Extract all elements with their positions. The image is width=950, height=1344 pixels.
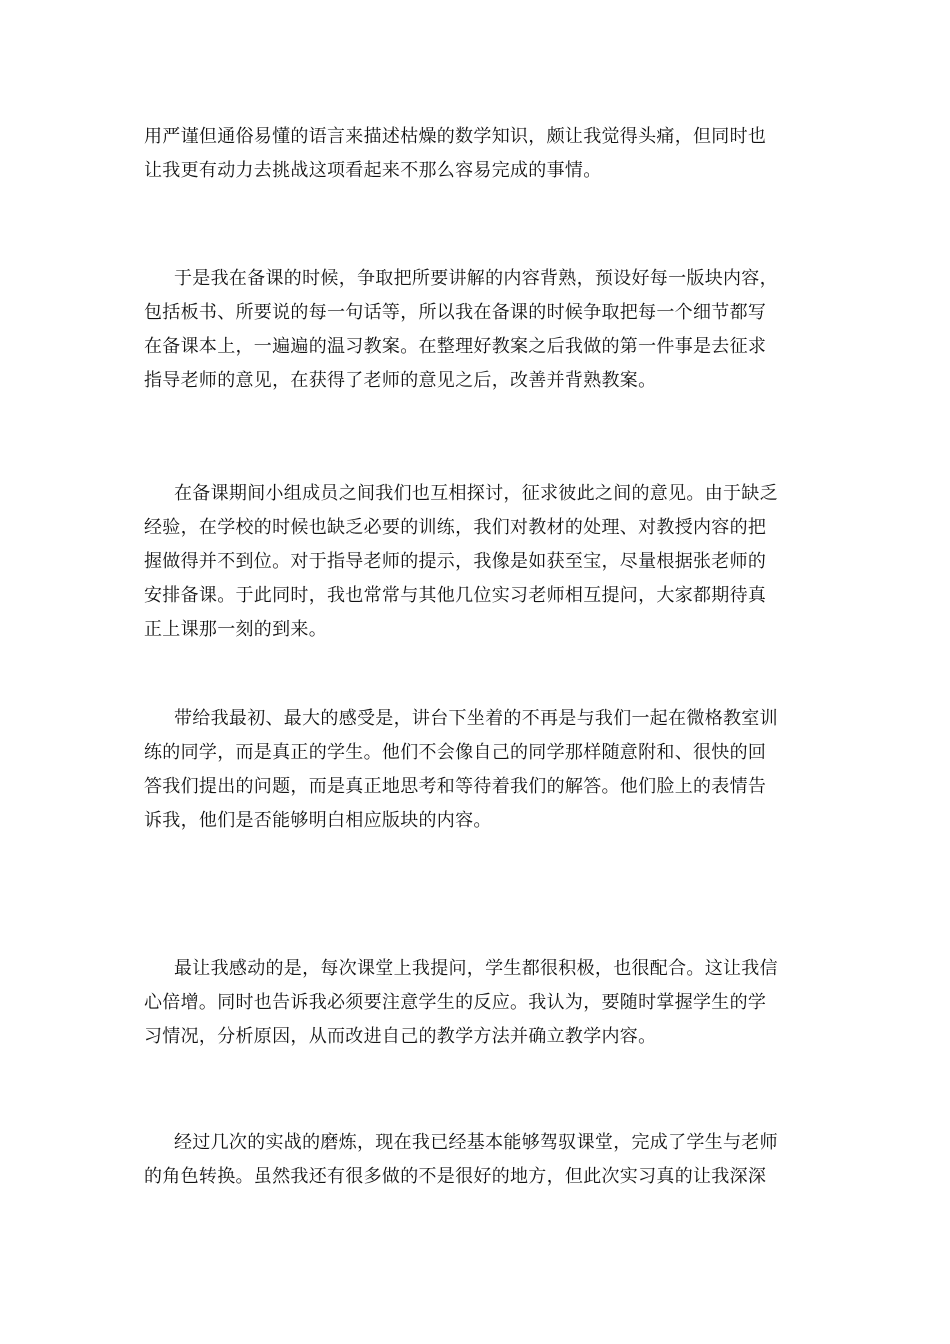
paragraph-line: 习情况，分析原因，从而改进自己的教学方法并确立教学内容。	[144, 1026, 657, 1047]
paragraph-line: 在备课期间小组成员之间我们也互相探讨，征求彼此之间的意见。由于缺乏	[174, 483, 778, 504]
paragraph-1	[144, 120, 804, 188]
paragraph-3	[144, 477, 804, 647]
paragraph-5	[144, 952, 804, 1054]
paragraph-line: 最让我感动的是，每次课堂上我提问，学生都很积极，也很配合。这让我信	[174, 958, 778, 979]
paragraph-line: 包括板书、所要说的每一句话等，所以我在备课的时候争取把每一个细节都写	[144, 302, 767, 323]
paragraph-line: 正上课那一刻的到来。	[144, 619, 327, 640]
paragraph-4	[144, 702, 804, 838]
paragraph-2	[144, 262, 804, 398]
paragraph-line: 的角色转换。虽然我还有很多做的不是很好的地方，但此次实习真的让我深深	[144, 1166, 767, 1187]
paragraph-line: 用严谨但通俗易懂的语言来描述枯燥的数学知识，颇让我觉得头痛，但同时也	[144, 126, 767, 147]
paragraph-line: 心倍增。同时也告诉我必须要注意学生的反应。我认为，要随时掌握学生的学	[144, 992, 767, 1013]
paragraph-line: 诉我，他们是否能够明白相应版块的内容。	[144, 810, 492, 831]
paragraph-line: 练的同学，而是真正的学生。他们不会像自己的同学那样随意附和、很快的回	[144, 742, 767, 763]
paragraph-line: 让我更有动力去挑战这项看起来不那么容易完成的事情。	[144, 160, 602, 181]
paragraph-line: 握做得并不到位。对于指导老师的提示，我像是如获至宝，尽量根据张老师的	[144, 551, 767, 572]
paragraph-line: 带给我最初、最大的感受是，讲台下坐着的不再是与我们一起在微格教室训	[174, 708, 778, 729]
paragraph-6	[144, 1126, 804, 1194]
paragraph-line: 在备课本上，一遍遍的温习教案。在整理好教案之后我做的第一件事是去征求	[144, 336, 767, 357]
paragraph-line: 安排备课。于此同时，我也常常与其他几位实习老师相互提问，大家都期待真	[144, 585, 767, 606]
paragraph-line: 答我们提出的问题，而是真正地思考和等待着我们的解答。他们脸上的表情告	[144, 776, 767, 797]
paragraph-line: 经验，在学校的时候也缺乏必要的训练，我们对教材的处理、对教授内容的把	[144, 517, 767, 538]
paragraph-line: 经过几次的实战的磨炼，现在我已经基本能够驾驭课堂，完成了学生与老师	[174, 1132, 778, 1153]
paragraph-line: 指导老师的意见，在获得了老师的意见之后，改善并背熟教案。	[144, 370, 657, 391]
paragraph-line: 于是我在备课的时候，争取把所要讲解的内容背熟，预设好每一版块内容，	[174, 268, 778, 289]
